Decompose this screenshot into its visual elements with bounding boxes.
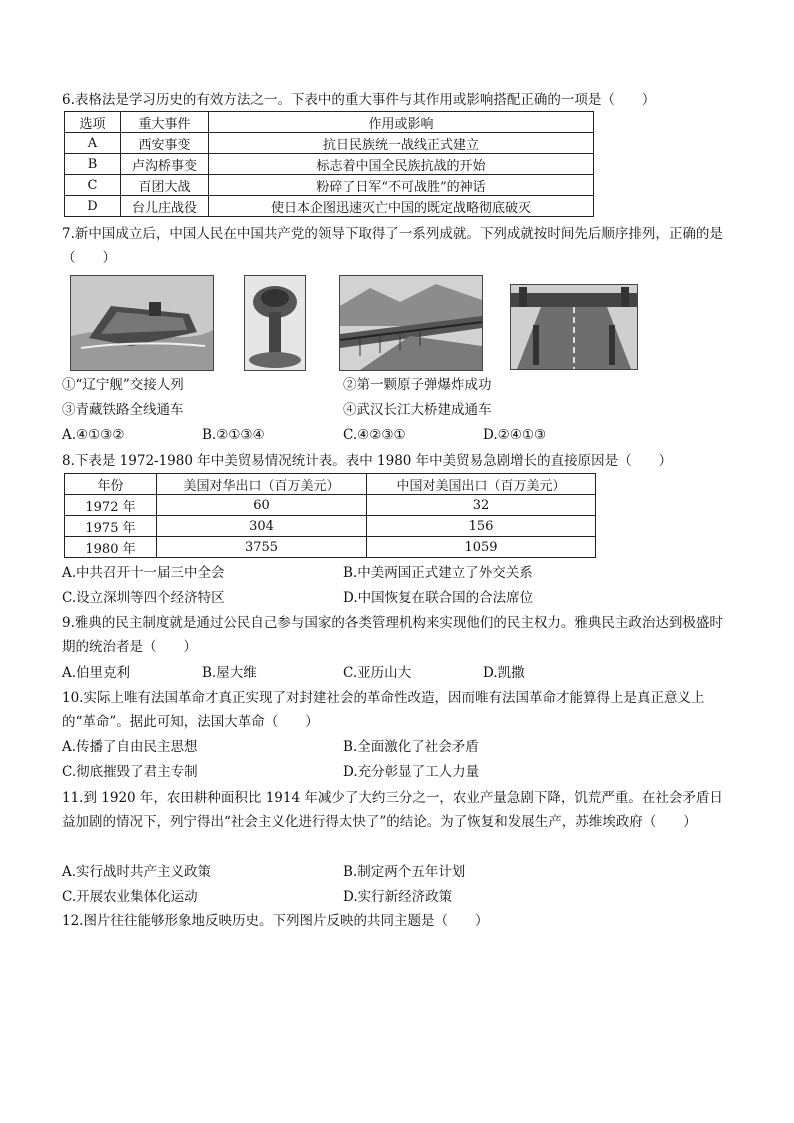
table-cell: D [65, 196, 121, 217]
q10-option-d[interactable]: D.充分彰显了工人力量 [343, 764, 480, 780]
table-cell: 百团大战 [121, 175, 209, 196]
q8-option-d[interactable]: D.中国恢复在联合国的合法席位 [343, 590, 534, 606]
table-header-cell: 中国对美国出口（百万美元） [367, 474, 596, 495]
q7-item-1: ①“辽宁舰”交接人列 [62, 377, 184, 393]
q8-table [64, 473, 596, 558]
q9-option-c[interactable]: C.亚历山大 [343, 665, 412, 681]
table-cell: 使日本企图迅速灭亡中国的既定战略彻底破灭 [209, 196, 594, 217]
table-cell: 粉碎了日军“不可战胜”的神话 [209, 175, 594, 196]
table-cell: 1975 年 [65, 516, 157, 537]
table-row [65, 154, 594, 175]
mushroom-cloud-photo [244, 275, 306, 371]
q10-option-c[interactable]: C.彻底摧毁了君主专制 [62, 764, 198, 780]
table-header-cell: 年份 [65, 474, 157, 495]
q11-option-c[interactable]: C.开展农业集体化运动 [62, 889, 198, 905]
q10-option-a[interactable]: A.传播了自由民主思想 [62, 739, 198, 755]
q11-option-b[interactable]: B.制定两个五年计划 [343, 864, 466, 880]
q9-option-b[interactable]: B.屋大维 [202, 665, 257, 681]
q8-stem: 8.下表是 1972-1980 年中美贸易情况统计表。表中 1980 年中美贸易急剧增长的直接原因是（ ） [62, 453, 673, 469]
q7-item-4: ④武汉长江大桥建成通车 [343, 402, 492, 418]
railway-photo [339, 275, 483, 371]
table-cell: B [65, 154, 121, 175]
table-cell: 60 [157, 495, 367, 516]
q7-item-3: ③青藏铁路全线通车 [62, 402, 184, 418]
q9-option-a[interactable]: A.伯里克利 [62, 665, 131, 681]
table-header-cell: 美国对华出口（百万美元） [157, 474, 367, 495]
q7-option-a[interactable]: A.④①③② [62, 427, 125, 443]
table-cell: 卢沟桥事变 [121, 154, 209, 175]
table-header-row [65, 474, 596, 495]
table-cell: 304 [157, 516, 367, 537]
table-cell: 156 [367, 516, 596, 537]
table-row [65, 537, 596, 558]
table-header-cell: 选项 [65, 112, 121, 133]
table-row [65, 133, 594, 154]
table-row [65, 516, 596, 537]
q8-option-b[interactable]: B.中美两国正式建立了外交关系 [343, 565, 533, 581]
bridge-photo [510, 284, 638, 370]
q6-stem: 6.表格法是学习历史的有效方法之一。下表中的重大事件与其作用或影响搭配正确的一项是（ ） [62, 92, 656, 108]
table-cell: 标志着中国全民族抗战的开始 [209, 154, 594, 175]
q6-table [64, 111, 594, 217]
table-header-cell: 重大事件 [121, 112, 209, 133]
q7-option-b[interactable]: B.②①③④ [202, 427, 265, 443]
q9-stem: 9.雅典的民主制度就是通过公民自己参与国家的各类管理机构来实现他们的民主权力。雅典民主政治达到极盛时期的统治者是（ ） [62, 615, 723, 655]
table-cell: 台儿庄战役 [121, 196, 209, 217]
q8-option-c[interactable]: C.设立深圳等四个经济特区 [62, 590, 225, 606]
table-cell: C [65, 175, 121, 196]
aircraft-carrier-photo [70, 275, 214, 371]
table-row [65, 196, 594, 217]
table-cell: 3755 [157, 537, 367, 558]
table-cell: 1980 年 [65, 537, 157, 558]
q7-stem: 7.新中国成立后，中国人民在中国共产党的领导下取得了一系列成就。下列成就按时间先后顺序排列，正确的是（ ） [62, 226, 723, 266]
q7-option-d[interactable]: D.②④①③ [483, 427, 547, 443]
q7-option-c[interactable]: C.④②③① [343, 427, 406, 443]
table-cell: 1059 [367, 537, 596, 558]
table-cell: A [65, 133, 121, 154]
table-header-cell: 作用或影响 [209, 112, 594, 133]
q11-option-d[interactable]: D.实行新经济政策 [343, 889, 453, 905]
table-cell: 西安事变 [121, 133, 209, 154]
table-header-row [65, 112, 594, 133]
q11-option-a[interactable]: A.实行战时共产主义政策 [62, 864, 212, 880]
table-cell: 抗日民族统一战线正式建立 [209, 133, 594, 154]
q10-option-b[interactable]: B.全面激化了社会矛盾 [343, 739, 479, 755]
q8-option-a[interactable]: A.中共召开十一届三中全会 [62, 565, 225, 581]
table-cell: 32 [367, 495, 596, 516]
table-cell: 1972 年 [65, 495, 157, 516]
q10-stem: 10.实际上唯有法国革命才真正实现了对封建社会的革命性改造，因而唯有法国革命才能算得上是真正意义上的“革命”。据此可知，法国大革命（ ） [62, 690, 705, 730]
q9-option-d[interactable]: D.凯撒 [483, 665, 525, 681]
table-row [65, 495, 596, 516]
table-row [65, 175, 594, 196]
q7-item-2: ②第一颗原子弹爆炸成功 [343, 377, 492, 393]
q11-stem: 11.到 1920 年，农田耕种面积比 1914 年减少了大约三分之一，农业产量急剧下降，饥荒严重。在社会矛盾日益加剧的情况下，列宁得出“社会主义化进行得太快了”的结论。为了恢复和发展生产，苏维埃政府（ ） [62, 790, 723, 830]
q12-stem: 12.图片往往能够形象地反映历史。下列图片反映的共同主题是（ ） [62, 913, 489, 929]
